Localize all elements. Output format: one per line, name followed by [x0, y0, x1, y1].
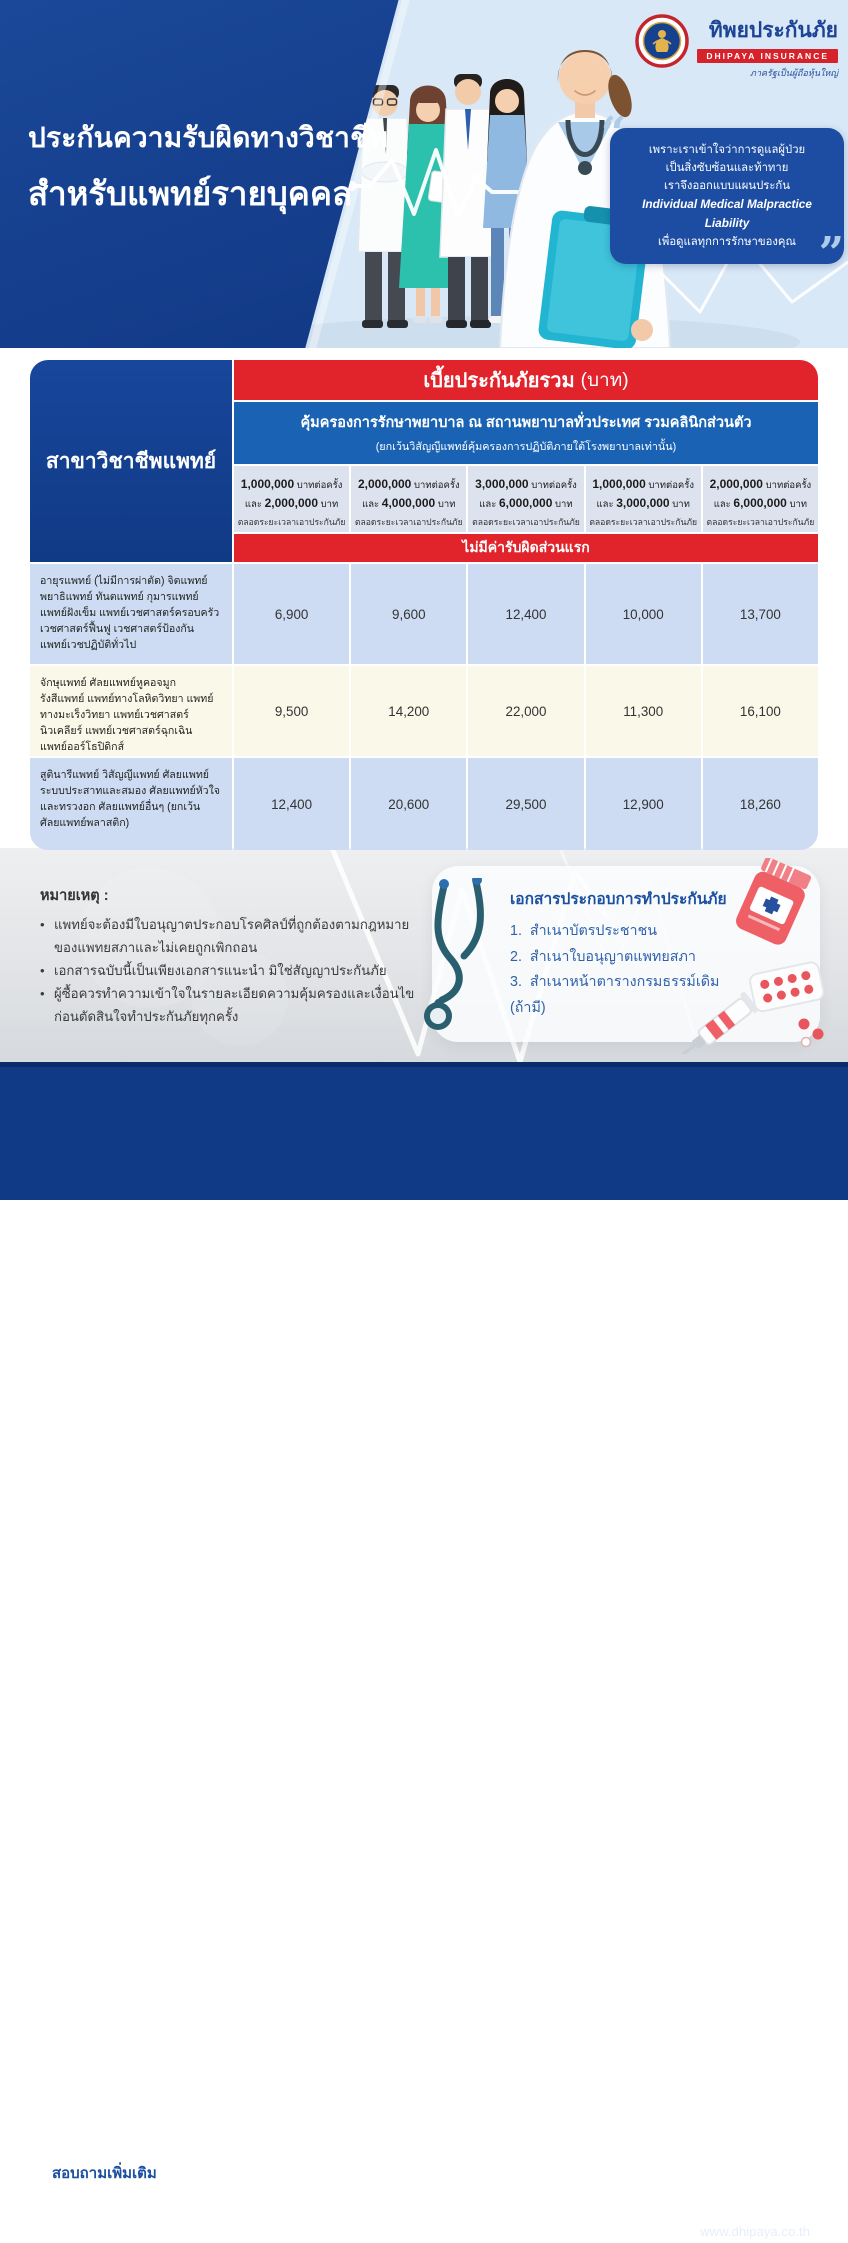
note-item: • แพทย์จะต้องมีใบอนุญาตประกอบโรคศิลป์ที่ถูกต้องตามกฎหมาย ของแพทยสภาและไม่เคยถูกเพิกถอน	[40, 913, 430, 959]
premium-value-cell: 13,700	[703, 564, 818, 664]
aggregate-unit: บาท	[320, 498, 339, 510]
aggregate-prefix: และ	[244, 498, 262, 510]
quote-close-icon: ”	[818, 228, 844, 279]
premium-value-cell: 10,000	[586, 564, 701, 664]
phone-number: โทร.1736	[688, 2165, 832, 2202]
period-label: ตลอดระยะเวลาเอาประกันภัย	[472, 517, 580, 528]
document-number: 1.	[510, 923, 522, 939]
period-label: ตลอดระยะเวลาเอาประกันภัย	[589, 517, 698, 528]
aggregate-prefix: และ	[713, 498, 731, 510]
premium-title: เบี้ยประกันภัยรวม	[423, 370, 575, 392]
contact-label: สอบถามเพิ่มเติม	[52, 2165, 157, 2182]
quote-line: เพราะเราเข้าใจว่าการดูแลผู้ป่วย	[648, 144, 806, 156]
premium-value-cell: 29,500	[468, 758, 583, 850]
period-label: ตลอดระยะเวลาเอาประกันภัย	[706, 517, 815, 528]
notes-list	[40, 913, 430, 1028]
premium-value-cell: 11,300	[586, 666, 701, 756]
premium-value-cell: 14,200	[351, 666, 466, 756]
pills-icon	[799, 1019, 824, 1047]
dhipaya-logo	[635, 14, 838, 80]
premium-value-cell: 22,000	[468, 666, 583, 756]
aggregate-prefix: และ	[596, 498, 614, 510]
coverage-note: (ยกเว้นวิสัญญีแพทย์คุ้มครองการปฏิบัติภายใต้โรงพยาบาลเท่านั้น)	[375, 441, 677, 453]
table-row-label: อายุรแพทย์ (ไม่มีการผ่าตัด) จิตแพทย์ พยาธิแพทย์ ทันตแพทย์ กุมารแพทย์ แพทย์ฝังเข็ม แพทย์เวชศาสตร์ครอบครัว เวชศาสตร์ฟื้นฟู เวชศาสตร์ป้องกัน แพทย์เวชปฏิบัติทั่วไป	[30, 564, 232, 664]
blister-pack-icon	[749, 961, 825, 1013]
aggregate-amount: 2,000,000	[264, 495, 318, 510]
period-label: ตลอดระยะเวลาเอาประกันภัย	[354, 517, 463, 528]
title-line-1: ประกันความรับผิดทางวิชาชีพ	[28, 122, 388, 153]
plan-column-header	[234, 466, 349, 532]
plan-column-header	[351, 466, 466, 532]
aggregate-amount: 4,000,000	[381, 495, 436, 510]
aggregate-prefix: และ	[362, 498, 380, 510]
aggregate-amount: 6,000,000	[499, 495, 553, 510]
coverage-band	[234, 402, 818, 464]
table-row-label: จักษุแพทย์ ศัลยแพทย์หูคอจมูก รังสีแพทย์ แพทย์ทางโลหิตวิทยา แพทย์ทางมะเร็งวิทยา แพทย์เวชศาสตร์นิวเคลียร์ แพทย์เวชศาสตร์ฉุกเฉิน แพทย์ออร์โธปิดิกส์	[30, 666, 232, 756]
table-row-label: สูตินารีแพทย์ วิสัญญีแพทย์ ศัลยแพทย์ระบบประสาทและสมอง ศัลยแพทย์หัวใจและทรวงอก ศัลยแพทย์อื่นๆ (ยกเว้นศัลยแพทย์พลาสติก)	[30, 758, 232, 850]
per-claim-unit: บาทต่อครั้ง	[648, 480, 695, 491]
profession-column-header: สาขาวิชาชีพแพทย์	[30, 360, 232, 562]
page-title	[28, 116, 388, 220]
per-claim-unit: บาทต่อครั้ง	[765, 480, 812, 491]
logo-text	[697, 14, 838, 80]
per-claim-amount: 2,000,000	[709, 477, 763, 491]
title-line-2: สำหรับแพทย์รายบุคคล	[28, 175, 353, 212]
plan-column-header	[586, 466, 701, 532]
premium-value-cell: 9,500	[234, 666, 349, 756]
premium-title-band	[234, 360, 818, 400]
aggregate-amount: 3,000,000	[616, 495, 670, 510]
phone-block	[688, 2157, 832, 2239]
per-claim-unit: บาทต่อครั้ง	[414, 480, 460, 491]
per-claim-amount: 3,000,000	[475, 477, 529, 491]
logo-name-en: DHIPAYA INSURANCE	[697, 49, 838, 63]
documents-title: เอกสารประกอบการทำประกันภัย	[510, 891, 727, 908]
document-number: 3.	[510, 974, 522, 991]
aggregate-unit: บาท	[672, 498, 690, 510]
premium-value-cell: 12,400	[234, 758, 349, 850]
per-claim-amount: 1,000,000	[240, 477, 295, 491]
hero-banner	[0, 0, 848, 348]
footer	[0, 1062, 848, 2239]
quote-line: เป็นสิ่งซับซ้อนและท้าทาย	[665, 162, 789, 175]
dhipaya-emblem-icon	[635, 14, 689, 68]
aggregate-amount: 6,000,000	[733, 495, 787, 510]
per-claim-unit: บาทต่อครั้ง	[531, 480, 577, 491]
premium-table	[30, 360, 818, 850]
plan-column-header	[703, 466, 818, 532]
website-url: www.dhipaya.co.th	[700, 2224, 810, 2239]
notes-heading: หมายเหตุ :	[40, 888, 109, 904]
document-text: สำเนาใบอนุญาตแพทยสภา	[529, 948, 696, 965]
document-text: สำเนาบัตรประชาชน	[529, 923, 658, 939]
premium-value-cell: 12,900	[586, 758, 701, 850]
aggregate-unit: บาท	[789, 498, 808, 510]
coverage-title: คุ้มครองการรักษาพยาบาล ณ สถานพยาบาลทั่วประเทศ รวมคลินิกส่วนตัว	[300, 415, 752, 431]
per-claim-unit: บาทต่อครั้ง	[296, 480, 343, 491]
per-claim-amount: 2,000,000	[357, 477, 412, 491]
logo-name-thai: ทิพยประกันภัย	[708, 19, 838, 42]
quote-bubble	[610, 128, 844, 264]
aggregate-unit: บาท	[555, 498, 573, 510]
note-item: • ผู้ซื้อควรทำความเข้าใจในรายละเอียดความคุ้มครองและเงื่อนไข ก่อนตัดสินใจทำประกันภัยทุกครั้ง	[40, 982, 430, 1028]
medicine-icons	[676, 858, 848, 1054]
per-claim-amount: 1,000,000	[592, 477, 646, 491]
premium-value-cell: 20,600	[351, 758, 466, 850]
notes-block	[40, 884, 430, 1028]
document-number: 2.	[510, 948, 522, 965]
plan-column-header	[468, 466, 583, 532]
premium-value-cell: 12,400	[468, 564, 583, 664]
period-label: ตลอดระยะเวลาเอาประกันภัย	[237, 517, 346, 528]
quote-open-icon: “	[600, 108, 626, 159]
note-item: • เอกสารฉบับนี้เป็นเพียงเอกสารแนะนำ มิใช่สัญญาประกันภัย	[40, 959, 430, 982]
quote-line: เราจึงออกแบบแผนประกัน	[664, 180, 790, 193]
pill-bottle-icon	[733, 858, 814, 947]
phone-divider	[694, 2217, 816, 2219]
quote-line-english: Individual Medical Malpractice Liability	[642, 197, 812, 231]
logo-tagline: ภาครัฐเป็นผู้ถือหุ้นใหญ่	[750, 68, 838, 78]
contact-info-box	[34, 2149, 662, 2243]
premium-unit: (บาท)	[580, 370, 629, 391]
premium-value-cell: 6,900	[234, 564, 349, 664]
premium-value-cell: 16,100	[703, 666, 818, 756]
aggregate-prefix: และ	[479, 498, 497, 510]
syringe-icon	[676, 991, 759, 1054]
premium-value-cell: 9,600	[351, 564, 466, 664]
stethoscope-icon	[414, 878, 524, 1040]
no-deductible-band: ไม่มีค่ารับผิดส่วนแรก	[234, 534, 818, 562]
aggregate-unit: บาท	[437, 498, 456, 510]
premium-value-cell: 18,260	[703, 758, 818, 850]
quote-line: เพื่อดูแลทุกการรักษาของคุณ	[658, 235, 796, 248]
document-text: สำเนาหน้าตารางกรมธรรม์เดิม (ถ้ามี)	[510, 974, 720, 1017]
